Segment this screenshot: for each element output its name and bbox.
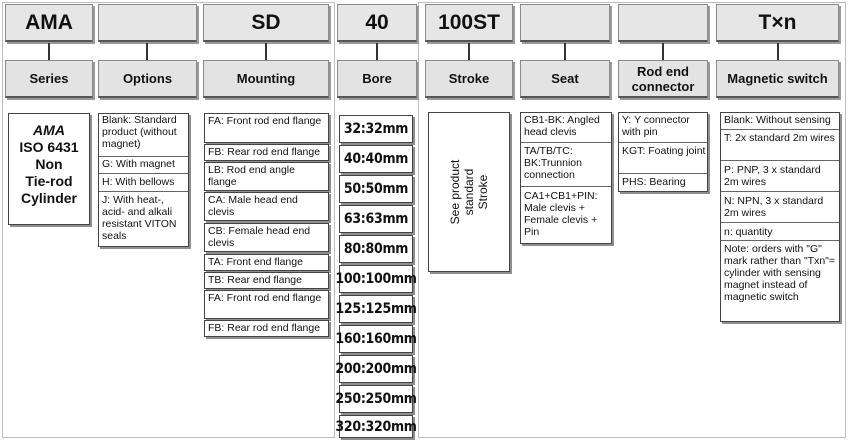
code-options (98, 4, 197, 42)
mounting-item: CB: Female head end clevis (204, 223, 329, 252)
option-item: Blank: Standard product (without magnet) (102, 114, 177, 150)
divider (619, 142, 707, 143)
header-series: Series (5, 60, 93, 98)
connector-line (662, 43, 664, 60)
magnetic-item: N: NPN, 3 x standard 2m wires (724, 195, 824, 219)
series-line-3: Non (35, 156, 63, 172)
bore-item: 80:80mm (339, 235, 413, 263)
code-stroke: 100ST (425, 4, 513, 42)
code-seat (520, 4, 610, 42)
bore-item: 125:125mm (339, 295, 413, 323)
bore-item: 250:250mm (339, 385, 413, 413)
seat-item: TA/TB/TC: BK:Trunnion connection (524, 145, 582, 181)
connector-line (48, 43, 50, 60)
mounting-item: FB: Rear rod end flange (204, 320, 329, 337)
magnetic-item: n: quantity (724, 226, 773, 238)
rod-end-item: PHS: Bearing (622, 176, 686, 188)
mounting-item: CA: Male head end clevis (204, 192, 329, 221)
bore-item: 40:40mm (339, 145, 413, 173)
series-line-5: Cylinder (20, 190, 77, 206)
connector-line (146, 43, 148, 60)
header-seat: Seat (520, 60, 610, 98)
header-magnetic-switch: Magnetic switch (716, 60, 839, 98)
mounting-item: TB: Rear end flange (204, 272, 329, 289)
mounting-item: LB: Rod end angle flange (204, 162, 329, 191)
divider (721, 129, 839, 130)
mounting-item: FA: Front rod end flange (204, 113, 329, 143)
bore-item: 63:63mm (339, 205, 413, 233)
stroke-box (428, 112, 510, 272)
option-item: J: With heat-, acid- and alkali resistant VITON seals (102, 194, 177, 242)
header-rod-end-connector: Rod end connector (618, 60, 708, 98)
magnetic-item: Note: orders with "G" mark rather than "Txn"= cylinder with sensing magnet instead of magnetic switch (724, 243, 836, 303)
magnetic-item: T: 2x standard 2m wires (724, 132, 835, 144)
divider (521, 142, 611, 143)
code-magnetic-switch: T×n (716, 4, 839, 42)
bore-item: 200:200mm (339, 355, 413, 383)
connector-line (376, 43, 378, 60)
mounting-item: FA: Front rod end flange (204, 290, 329, 319)
magnetic-item: Blank: Without sensing (724, 114, 831, 126)
connector-line (777, 43, 779, 60)
connector-line (564, 43, 566, 60)
series-line-4: Tie-rod (25, 173, 73, 189)
code-mounting: SD (203, 4, 329, 42)
option-item: G: With magnet (102, 158, 175, 170)
bore-item: 160:160mm (339, 325, 413, 353)
series-standard: ISO 6431 (19, 139, 79, 155)
divider (721, 222, 839, 223)
divider (721, 191, 839, 192)
code-series: AMA (5, 4, 93, 42)
seat-item: CB1-BK: Angled head clevis (524, 114, 600, 138)
bore-item: 100:100mm (339, 265, 413, 293)
option-item: H: With bellows (102, 176, 175, 188)
series-box (8, 113, 90, 225)
mounting-item: TA: Front end flange (204, 254, 329, 271)
divider (99, 191, 188, 192)
rod-end-item: KGT: Foating joint (622, 145, 706, 157)
divider (721, 160, 839, 161)
bore-item: 320:320mm (339, 415, 413, 438)
connector-line (265, 43, 267, 60)
header-bore: Bore (337, 60, 417, 98)
series-code: AMA (33, 122, 65, 138)
seat-item: CA1+CB1+PIN: Male clevis + Female clevis + Pin (524, 190, 598, 238)
header-mounting: Mounting (203, 60, 329, 98)
divider (99, 173, 188, 174)
mounting-item: FB: Rear rod end flange (204, 144, 329, 161)
stroke-note: See product standard Stroke (448, 159, 490, 225)
bore-item: 50:50mm (339, 175, 413, 203)
divider (99, 156, 188, 157)
divider (721, 240, 839, 241)
code-bore: 40 (337, 4, 417, 42)
magnetic-item: P: PNP, 3 x standard 2m wires (724, 164, 821, 188)
divider (521, 186, 611, 187)
rod-end-item: Y: Y connector with pin (622, 114, 690, 138)
bore-item: 32:32mm (339, 115, 413, 143)
divider (619, 173, 707, 174)
header-stroke: Stroke (425, 60, 513, 98)
connector-line (468, 43, 470, 60)
header-options: Options (98, 60, 197, 98)
code-rod-end (618, 4, 708, 42)
